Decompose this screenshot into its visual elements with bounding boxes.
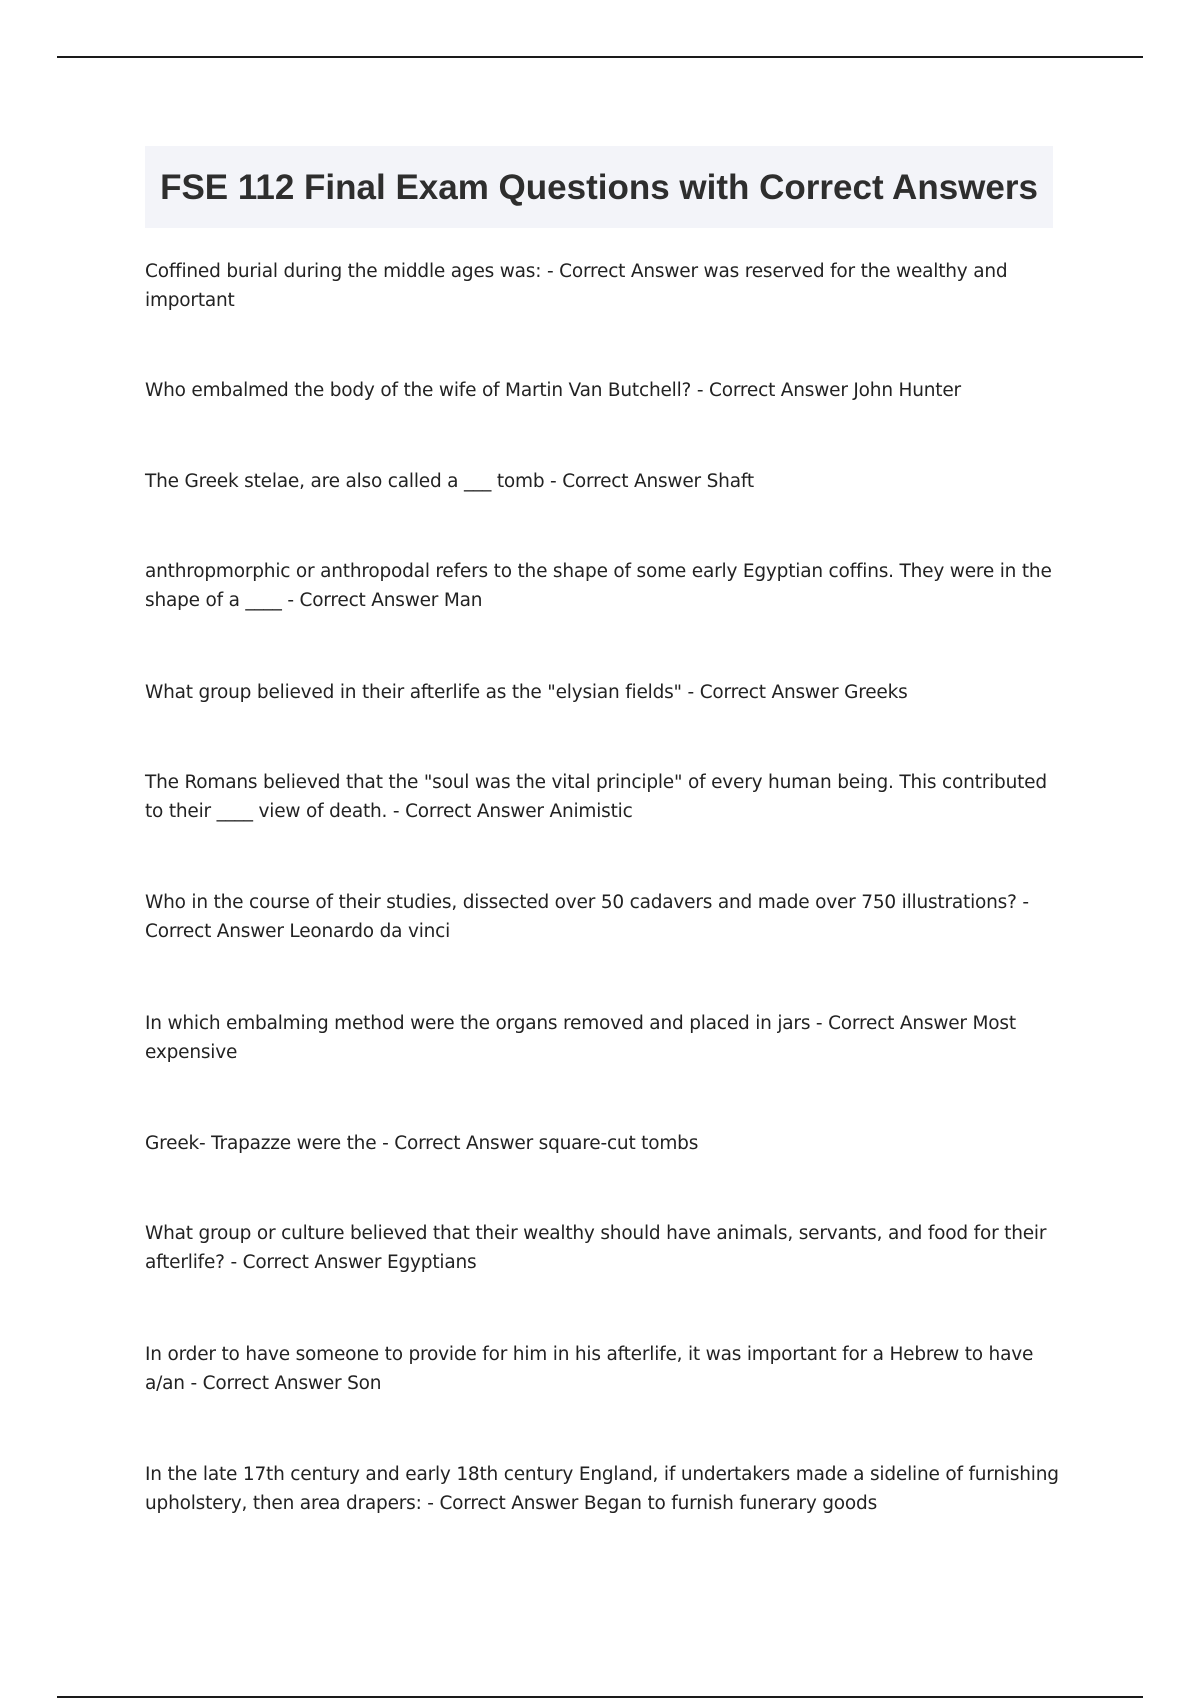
page-title: FSE 112 Final Exam Questions with Correct Answers <box>160 167 1038 207</box>
qa-item-2: Who embalmed the body of the wife of Martin Van Butchell? - Correct Answer John Hunter <box>145 380 961 401</box>
qa-item-8: In which embalming method were the organs removed and placed in jars - Correct Answer Most expensive <box>145 1013 1016 1063</box>
qa-item-6: The Romans believed that the "soul was the vital principle" of every human being. This contributed to their ____ view of death. - Correct Answer Animistic <box>145 772 1047 822</box>
qa-item-11: In order to have someone to provide for him in his afterlife, it was important for a Hebrew to have a/an - Correct Answer Son <box>145 1344 1034 1394</box>
top-rule <box>57 56 1143 58</box>
qa-item-12: In the late 17th century and early 18th century England, if undertakers made a sideline of furnishing upholstery, then area drapers: - Correct Answer Began to furnish funerary goods <box>145 1464 1059 1514</box>
qa-item-1: Coffined burial during the middle ages was: - Correct Answer was reserved for the wealthy and important <box>145 261 1008 311</box>
qa-item-7: Who in the course of their studies, dissected over 50 cadavers and made over 750 illustrations? - Correct Answer Leonardo da vinci <box>145 892 1029 942</box>
title-banner <box>145 146 1053 228</box>
qa-item-3: The Greek stelae, are also called a ___ tomb - Correct Answer Shaft <box>145 471 754 492</box>
bottom-rule <box>57 1696 1143 1698</box>
qa-item-9: Greek- Trapazze were the - Correct Answer square-cut tombs <box>145 1133 699 1154</box>
qa-item-5: What group believed in their afterlife as the "elysian fields" - Correct Answer Greeks <box>145 682 908 703</box>
qa-item-10: What group or culture believed that their wealthy should have animals, servants, and food for their afterlife? - Correct Answer Egyptians <box>145 1223 1047 1273</box>
qa-item-4: anthropmorphic or anthropodal refers to the shape of some early Egyptian coffins. They were in the shape of a ____ - Correct Answer Man <box>145 561 1052 611</box>
